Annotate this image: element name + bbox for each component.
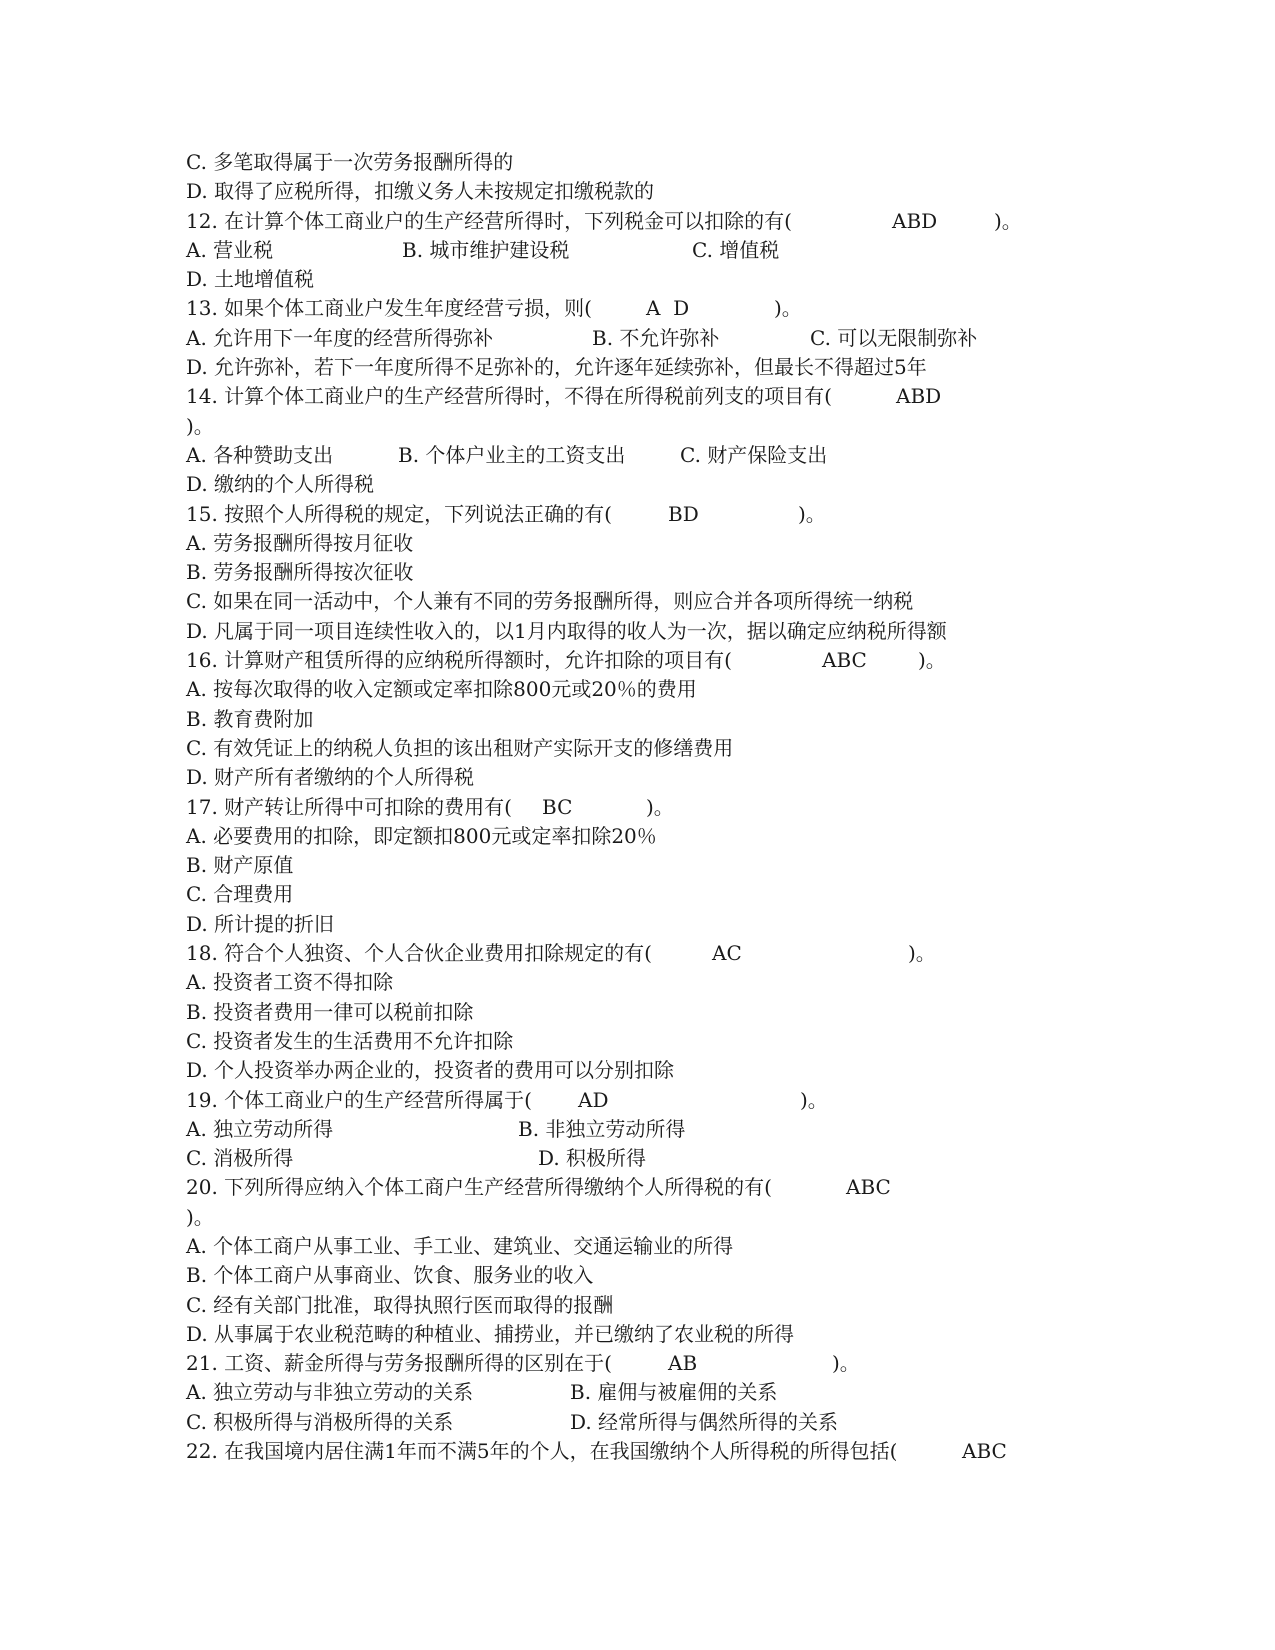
line-text: 20. 下列所得应纳入个体工商户生产经营所得缴纳个人所得税的有( [186,1175,772,1200]
option-text: D. 积极所得 [538,1146,647,1171]
option-text: )。 [798,501,826,526]
text-line [186,1086,1086,1115]
text-line [186,998,1086,1027]
text-line [186,1027,1086,1056]
line-text: D. 从事属于农业税范畴的种植业、捕捞业，并已缴纳了农业税的所得 [186,1321,795,1346]
text-line [186,412,1086,441]
text-line [186,851,1086,880]
text-line [186,1378,1086,1407]
option-text: B. 城市维护建设税 [402,237,570,262]
answer-text: ABD [892,208,938,233]
option-text: C. 增值税 [692,237,780,262]
line-text: D. 个人投资举办两企业的，投资者的费用可以分别扣除 [186,1058,675,1083]
line-text: C. 如果在同一活动中，个人兼有不同的劳务报酬所得，则应合并各项所得统一纳税 [186,589,914,614]
line-text: B. 劳务报酬所得按次征收 [186,560,414,585]
line-text: 19. 个体工商业户的生产经营所得属于( [186,1087,532,1112]
line-text: D. 土地增值税 [186,267,315,292]
line-text: D. 允许弥补，若下一年度所得不足弥补的，允许逐年延续弥补，但最长不得超过5年 [186,355,927,380]
text-line [186,968,1086,997]
text-line [186,324,1086,353]
question-list [186,148,1086,1466]
answer-text: ABC [846,1175,891,1200]
text-line [186,441,1086,470]
option-text: )。 [918,648,946,673]
option-text: B. 雇佣与被雇佣的关系 [570,1380,778,1405]
text-line [186,294,1086,323]
line-text: A. 允许用下一年度的经营所得弥补 [186,325,494,350]
text-line [186,1173,1086,1202]
text-line [186,880,1086,909]
text-line [186,646,1086,675]
line-text: 15. 按照个人所得税的规定，下列说法正确的有( [186,501,612,526]
option-text: D. 经常所得与偶然所得的关系 [570,1409,839,1434]
text-line [186,1144,1086,1173]
text-line [186,382,1086,411]
option-text: )。 [774,296,802,321]
text-line [186,910,1086,939]
line-text: A. 必要费用的扣除，即定额扣800元或定率扣除20％ [186,823,657,848]
line-text: D. 凡属于同一项目连续性收入的，以1月内取得的收人为一次，据以确定应纳税所得额 [186,618,947,643]
text-line [186,1320,1086,1349]
option-text: )。 [994,208,1022,233]
line-text: 16. 计算财产租赁所得的应纳税所得额时，允许扣除的项目有( [186,648,732,673]
text-line [186,1115,1086,1144]
text-line [186,617,1086,646]
text-line [186,148,1086,177]
answer-text: ABD [896,384,942,409]
text-line [186,822,1086,851]
line-text: C. 经有关部门批准，取得执照行医而取得的报酬 [186,1292,614,1317]
text-line [186,1349,1086,1378]
line-text: C. 多笔取得属于一次劳务报酬所得的 [186,150,514,174]
line-text: C. 消极所得 [186,1146,294,1171]
text-line [186,939,1086,968]
line-text: 22. 在我国境内居住满1年而不满5年的个人，在我国缴纳个人所得税的所得包括( [186,1439,898,1464]
text-line [186,734,1086,763]
line-text: C. 投资者发生的生活费用不允许扣除 [186,1028,514,1053]
line-text: 21. 工资、薪金所得与劳务报酬所得的区别在于( [186,1351,612,1376]
option-text: C. 可以无限制弥补 [810,325,978,350]
answer-text: BD [668,501,699,526]
text-line [186,500,1086,529]
answer-text: AC [712,941,742,966]
option-text: )。 [832,1351,860,1376]
line-text: B. 个体工商户从事商业、饮食、服务业的收入 [186,1263,594,1288]
option-text: )。 [800,1087,828,1112]
line-text: B. 教育费附加 [186,706,314,731]
text-line [186,1437,1086,1466]
option-text: C. 财产保险支出 [680,442,828,467]
line-text: 12. 在计算个体工商业户的生产经营所得时，下列税金可以扣除的有( [186,208,792,233]
line-text: C. 积极所得与消极所得的关系 [186,1409,454,1434]
answer-text: AB [668,1351,698,1376]
text-line [186,763,1086,792]
answer-text: A D [646,296,690,321]
text-line [186,265,1086,294]
line-text: 17. 财产转让所得中可扣除的费用有( [186,794,512,819]
text-line [186,1261,1086,1290]
line-text: D. 财产所有者缴纳的个人所得税 [186,765,475,790]
text-line [186,705,1086,734]
text-line [186,558,1086,587]
line-text: A. 投资者工资不得扣除 [186,970,394,995]
line-text: B. 财产原值 [186,853,294,878]
line-text: A. 营业税 [186,237,274,262]
line-text: D. 缴纳的个人所得税 [186,472,375,497]
line-text: A. 独立劳动所得 [186,1116,334,1141]
text-line [186,1056,1086,1085]
option-text: B. 非独立劳动所得 [518,1116,686,1141]
text-line [186,587,1086,616]
line-text: 13. 如果个体工商业户发生年度经营亏损，则( [186,296,592,321]
line-text: A. 独立劳动与非独立劳动的关系 [186,1380,474,1405]
line-text: )。 [186,413,214,438]
text-line [186,177,1086,206]
text-line [186,1203,1086,1232]
text-line [186,1291,1086,1320]
text-line [186,470,1086,499]
line-text: C. 合理费用 [186,882,294,907]
option-text: )。 [646,794,674,819]
answer-text: ABC [962,1439,1007,1464]
text-line [186,236,1086,265]
answer-text: BC [542,794,573,819]
text-line [186,1408,1086,1437]
text-line [186,675,1086,704]
line-text: 18. 符合个人独资、个人合伙企业费用扣除规定的有( [186,941,652,966]
text-line [186,207,1086,236]
option-text: B. 不允许弥补 [592,325,720,350]
option-text: )。 [908,941,936,966]
text-line [186,529,1086,558]
text-line [186,1232,1086,1261]
line-text: )。 [186,1204,214,1229]
text-line [186,353,1086,382]
line-text: D. 所计提的折旧 [186,911,335,936]
line-text: A. 各种赞助支出 [186,442,334,467]
line-text: C. 有效凭证上的纳税人负担的该出租财产实际开支的修缮费用 [186,735,734,760]
line-text: B. 投资者费用一律可以税前扣除 [186,999,474,1024]
text-line [186,793,1086,822]
answer-text: ABC [822,648,867,673]
line-text: D. 取得了应税所得，扣缴义务人未按规定扣缴税款的 [186,179,655,204]
line-text: A. 个体工商户从事工业、手工业、建筑业、交通运输业的所得 [186,1233,734,1258]
line-text: 14. 计算个体工商业户的生产经营所得时，不得在所得税前列支的项目有( [186,384,832,409]
line-text: A. 劳务报酬所得按月征收 [186,530,414,555]
option-text: B. 个体户业主的工资支出 [398,442,626,467]
answer-text: AD [578,1087,609,1112]
line-text: A. 按每次取得的收入定额或定率扣除800元或20％的费用 [186,677,697,702]
